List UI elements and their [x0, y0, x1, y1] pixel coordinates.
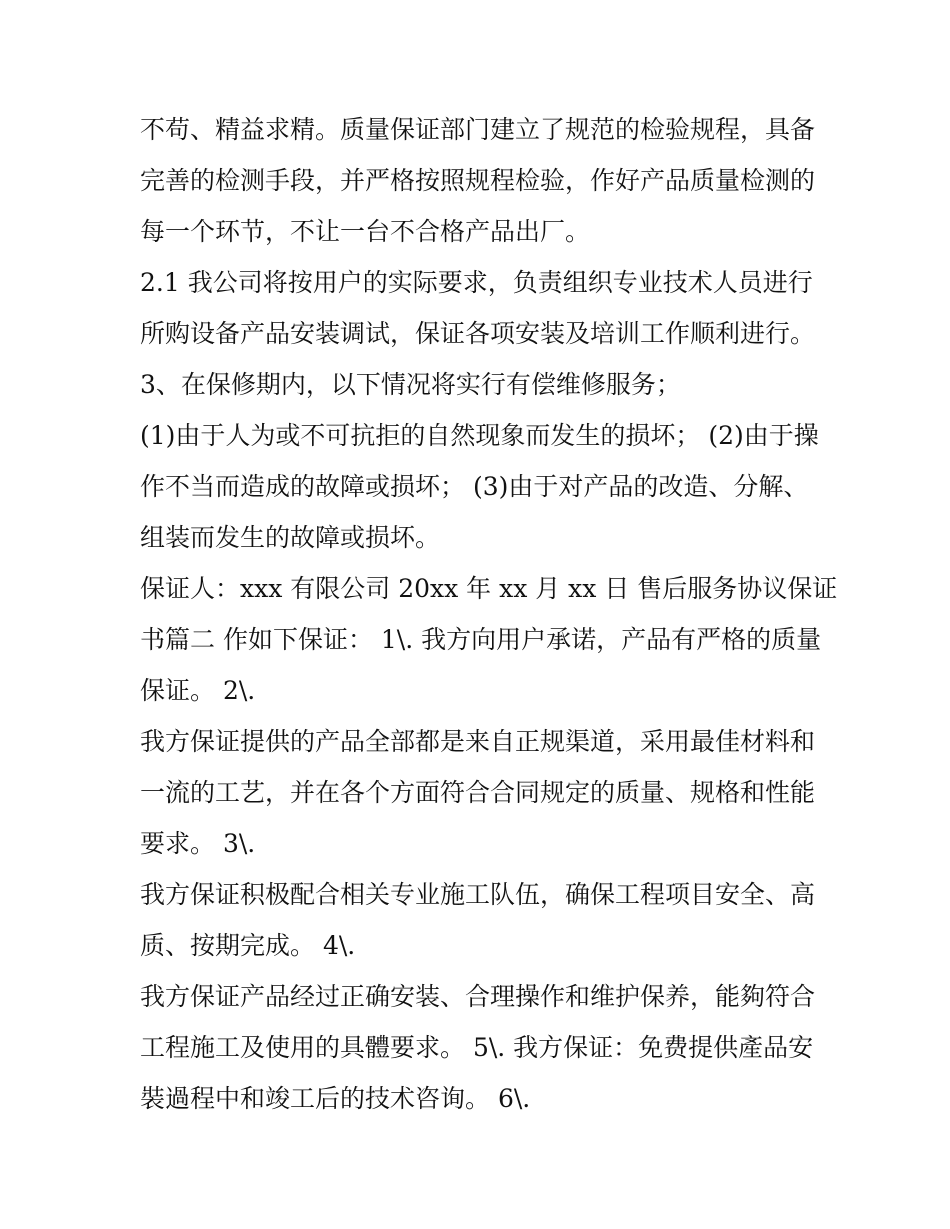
text-line: 质、按期完成。 4\. — [140, 931, 356, 960]
paragraph-maintenance — [140, 971, 820, 1124]
text-line: 裝過程中和竣工后的技术咨询。 6\. — [140, 1084, 531, 1113]
text-line: 作不当而造成的故障或损坏； (3)由于对产品的改造、分解、 — [140, 472, 809, 501]
text-line: 不苟、精益求精。质量保证部门建立了规范的检验规程，具备 — [140, 115, 816, 144]
text-line: 要求。 3\. — [140, 829, 256, 858]
text-line: 3、在保修期内，以下情况将实行有偿维修服务； — [140, 370, 681, 399]
paragraph-product-source — [140, 716, 820, 869]
text-line: 2.1 我公司将按用户的实际要求，负责组织专业技术人员进行 — [140, 268, 813, 297]
text-line: 完善的检测手段，并严格按照规程检验，作好产品质量检测的 — [140, 166, 816, 195]
text-line: 我方保证提供的产品全部都是来自正规渠道，采用最佳材料和 — [140, 727, 816, 756]
text-line: 一流的工艺，并在各个方面符合合同规定的质量、规格和性能 — [140, 778, 816, 807]
text-line: 书篇二 作如下保证： 1\. 我方向用户承诺，产品有严格的质量 — [140, 625, 822, 654]
text-line: 工程施工及使用的具體要求。 5\. 我方保证：免费提供產品安 — [140, 1033, 814, 1062]
paragraph-guarantor — [140, 563, 838, 716]
text-line: (1)由于人为或不可抗拒的自然现象而发生的损坏； (2)由于操 — [140, 421, 819, 450]
text-line: 组装而发生的故障或损坏。 — [140, 523, 441, 552]
text-line: 保证。 2\. — [140, 676, 256, 705]
document-body — [140, 104, 838, 1124]
paragraph-paid-repair — [140, 359, 820, 410]
paragraph-quality-assurance — [140, 104, 820, 257]
text-line: 我方保证产品经过正确安装、合理操作和维护保养，能夠符合 — [140, 982, 816, 1011]
text-line: 我方保证积极配合相关专业施工队伍，确保工程项目安全、高 — [140, 880, 816, 909]
paragraph-installation — [140, 257, 820, 359]
text-line: 每一个环节，不让一台不合格产品出厂。 — [140, 217, 591, 246]
text-line: 保证人：xxx 有限公司 20xx 年 xx 月 xx 日 售后服务协议保证 — [140, 574, 838, 603]
text-line: 所购设备产品安装调试，保证各项安装及培训工作顺利进行。 — [140, 319, 816, 348]
paragraph-cooperation — [140, 869, 820, 971]
paragraph-damage-causes — [140, 410, 820, 563]
